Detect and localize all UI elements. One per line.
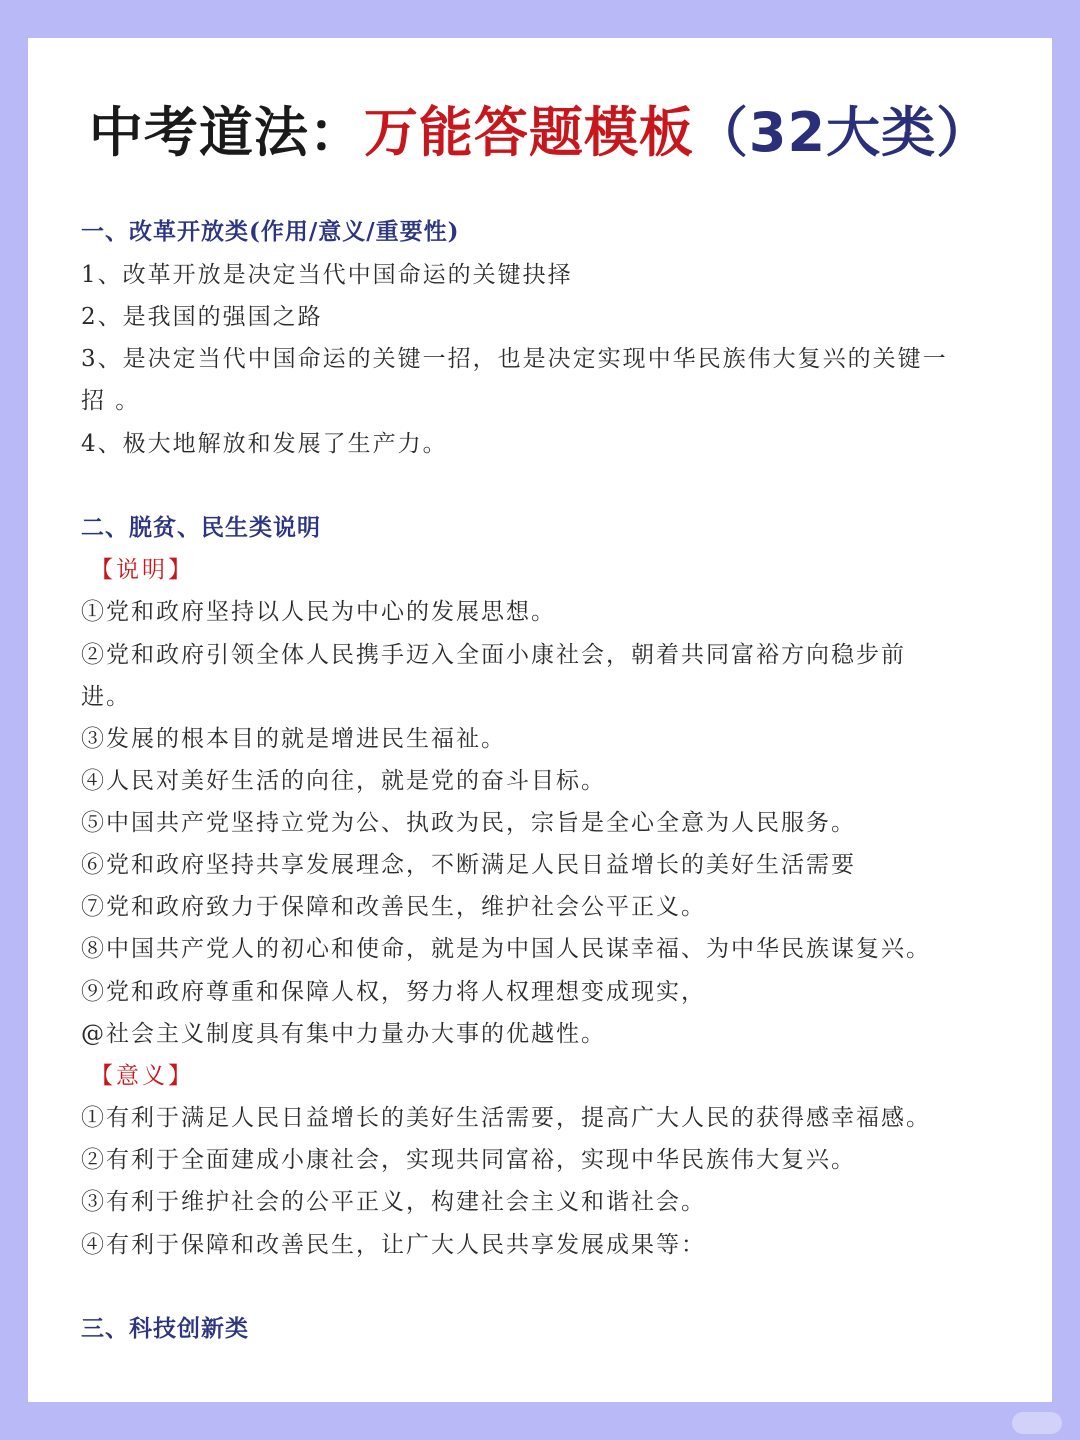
section-1-item-continued: 招 。: [81, 388, 141, 414]
section-2-explanation-item: ③发展的根本目的就是增进民生福祉。: [81, 726, 506, 752]
section-2-explanation-item: ⑧中国共产党人的初心和使命，就是为中国人民谋幸福、为中华民族谋复兴。: [81, 936, 931, 962]
section-3-heading: 三、科技创新类: [81, 1315, 249, 1342]
section-2-significance-item: ①有利于满足人民日益增长的美好生活需要，提高广大人民的获得感幸福感。: [81, 1105, 931, 1131]
section-2-tag-explanation: 【说明】: [90, 557, 194, 583]
section-2-heading: 二、脱贫、民生类说明: [81, 514, 321, 541]
section-2-explanation-item: ②党和政府引领全体人民携手迈入全面小康社会，朝着共同富裕方向稳步前: [81, 642, 906, 668]
section-1-item: 4、极大地解放和发展了生产力。: [81, 431, 448, 457]
section-2-explanation-item: @社会主义制度具有集中力量办大事的优越性。: [81, 1021, 606, 1047]
section-1-item: 3、是决定当代中国命运的关键一招，也是决定实现中华民族伟大复兴的关键一: [81, 346, 948, 372]
section-2-significance-item: ④有利于保障和改善民生，让广大人民共享发展成果等：: [81, 1232, 706, 1258]
section-2-significance-item: ③有利于维护社会的公平正义，构建社会主义和谐社会。: [81, 1189, 706, 1215]
section-1-heading: 一、改革开放类(作用/意义/重要性): [81, 218, 460, 245]
title-main: 万能答题模板: [363, 101, 694, 164]
section-2-explanation-item: ⑨党和政府尊重和保障人权，努力将人权理想变成现实，: [81, 979, 706, 1005]
section-2-tag-significance: 【意义】: [90, 1063, 194, 1089]
section-2-explanation-item: ⑥党和政府坚持共享发展理念，不断满足人民日益增长的美好生活需要: [81, 852, 856, 878]
watermark-badge: [1012, 1412, 1062, 1434]
title-prefix: 中考道法：: [88, 101, 364, 164]
section-2-significance-item: ②有利于全面建成小康社会，实现共同富裕，实现中华民族伟大复兴。: [81, 1147, 856, 1173]
title-suffix: （32大类）: [693, 101, 992, 164]
section-2-explanation-item-continued: 进。: [81, 684, 131, 710]
document-page: [28, 38, 1052, 1402]
section-2-explanation-item: ⑦党和政府致力于保障和改善民生，维护社会公平正义。: [81, 894, 706, 920]
section-1-item: 2、是我国的强国之路: [81, 304, 323, 330]
section-1-item: 1、改革开放是决定当代中国命运的关键抉择: [81, 262, 573, 288]
section-2-explanation-item: ①党和政府坚持以人民为中心的发展思想。: [81, 599, 556, 625]
section-2-explanation-item: ④人民对美好生活的向往，就是党的奋斗目标。: [81, 768, 606, 794]
page-title: [28, 100, 1052, 166]
section-2-explanation-item: ⑤中国共产党坚持立党为公、执政为民，宗旨是全心全意为人民服务。: [81, 810, 856, 836]
